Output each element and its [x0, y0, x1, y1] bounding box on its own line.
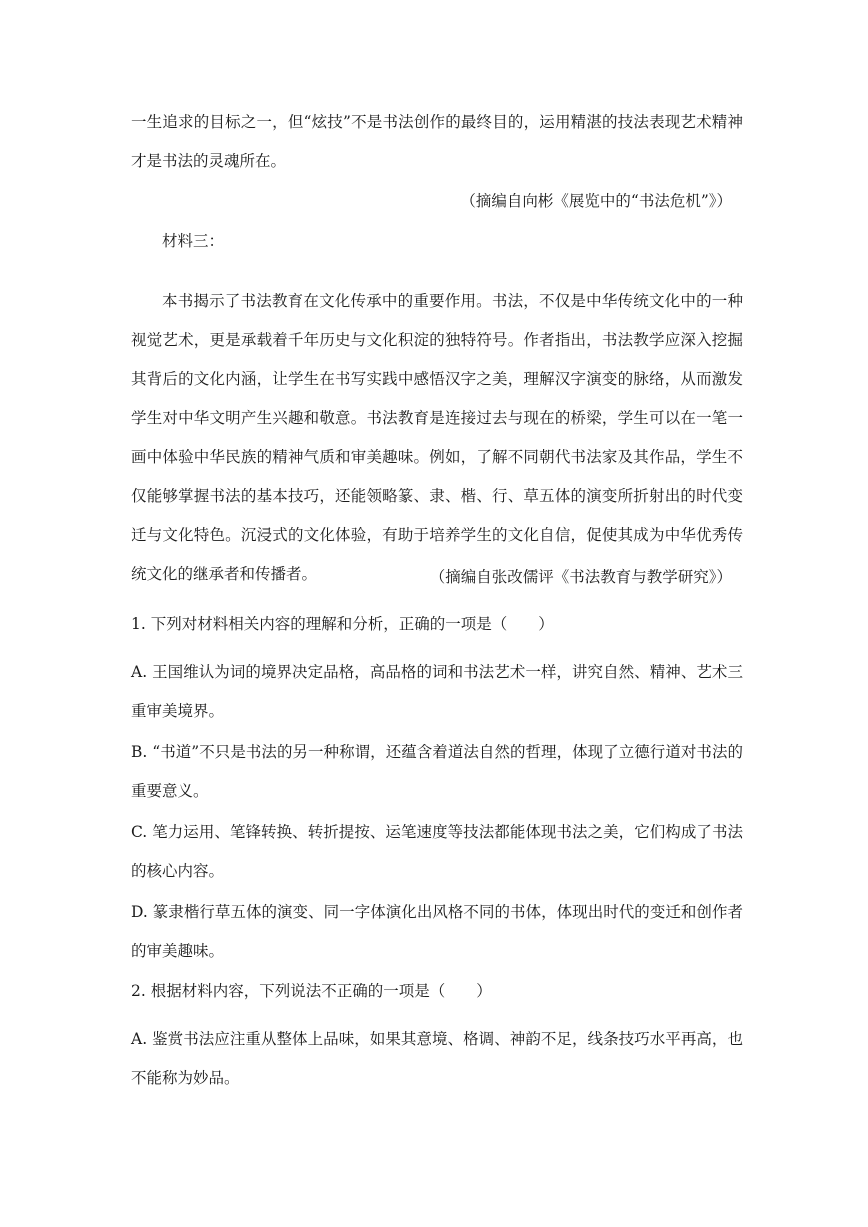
material3-body-paragraph: 本书揭示了书法教育在文化传承中的重要作用。书法，不仅是中华传统文化中的一种视觉艺术，更是承载着千年历史与文化积淀的独特符号。作者指出，书法教学应深入挖掘其背后的文化内涵，让学生在书写实践中感悟汉字之美，理解汉字演变的脉络，从而激发学生对中华文明产生兴趣和敬意。书法教育是连接过去与现在的桥梁，学生可以在一笔一画中体验中华民族的精神气质和审美趣味。例如，了解不同朝代书法家及其作品，学生不仅能够掌握书法的基本技巧，还能领略篆、隶、楷、行、草五体的演变所折射出的时代变迁与文化特色。沉浸式的文化体验，有助于培养学生的文化自信，促使其成为中华优秀传统文化的继承者和传播者。	[131, 292, 743, 583]
material3-heading: 材料三：	[162, 232, 225, 250]
question1-stem: 1. 下列对材料相关内容的理解和分析，正确的一项是（ ）	[131, 615, 554, 633]
question1-option-c: C. 笔力运用、笔锋转换、转折提按、运笔速度等技法都能体现书法之美，它们构成了书法的核心内容。	[131, 823, 743, 880]
material2-tail-paragraph: 一生追求的目标之一，但“炫技”不是书法创作的最终目的，运用精湛的技法表现艺术精神才是书法的灵魂所在。	[131, 113, 743, 170]
question1-option-d: D. 篆隶楷行草五体的演变、同一字体演化出风格不同的书体，体现出时代的变迁和创作者的审美趣味。	[131, 903, 743, 960]
material3-source: （摘编自张改儒评《书法教育与教学研究》）	[429, 568, 732, 586]
question2-stem: 2. 根据材料内容，下列说法不正确的一项是（ ）	[131, 982, 492, 1000]
question1-option-b: B. “书道”不只是书法的另一种称谓，还蕴含着道法自然的哲理，体现了立德行道对书法的重要意义。	[131, 743, 743, 800]
question2-option-a: A. 鉴赏书法应注重从整体上品味，如果其意境、格调、神韵不足，线条技巧水平再高，也不能称为妙品。	[131, 1030, 743, 1087]
question1-option-a: A. 王国维认为词的境界决定品格，高品格的词和书法艺术一样，讲究自然、精神、艺术三重审美境界。	[131, 663, 743, 720]
material2-source: （摘编自向彬《展览中的“书法危机”》）	[460, 192, 732, 210]
